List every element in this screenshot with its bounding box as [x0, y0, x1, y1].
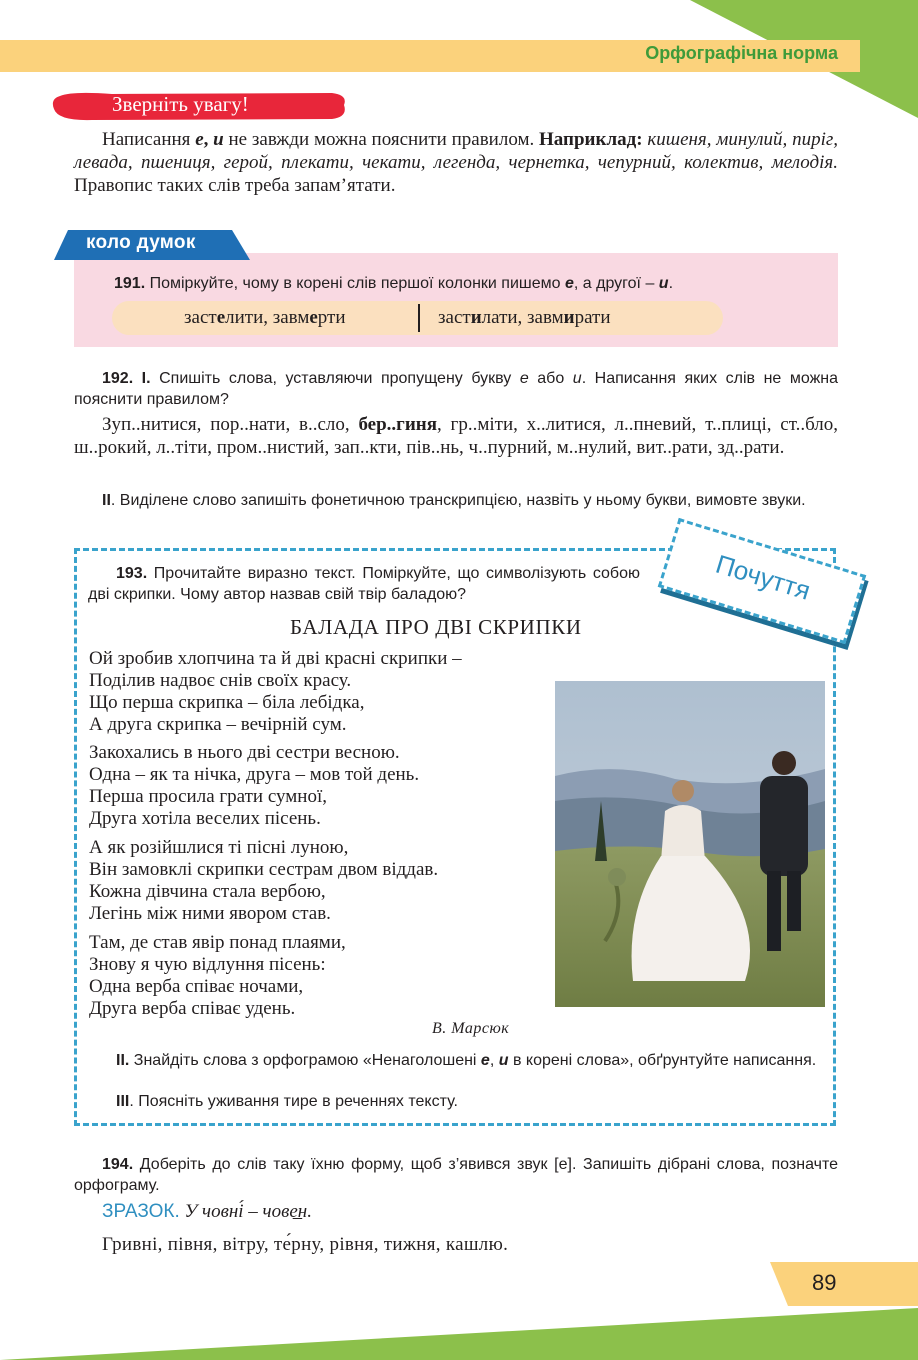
column-2-words: [438, 307, 611, 329]
highlighted-word: бер..гиня: [358, 414, 437, 435]
bottom-green-decoration: [0, 1300, 918, 1360]
task-194-sample: [102, 1201, 312, 1223]
attention-text-1: Написання: [102, 129, 196, 150]
attention-label: Зверніть увагу!: [112, 92, 249, 116]
poem-line: Ой зробив хлопчина та й дві красні скрипки –: [89, 648, 462, 669]
poem-line: Одна – як та нічка, друга – мов той день.: [89, 764, 420, 785]
task-194-instructions: [74, 1154, 838, 1196]
word-part: лати, завм: [481, 307, 564, 328]
task-193-part-3: [88, 1091, 822, 1112]
task-text: Доберіть до слів таку їхню форму, щоб з’явився звук [е]. Запишіть дібрані слова, позначте орфограму.: [74, 1156, 838, 1194]
poem-stanza-4: [89, 932, 346, 1020]
task-part-number: ІІ: [102, 492, 111, 509]
task-number: 194.: [102, 1156, 134, 1173]
letter-e: е: [564, 275, 574, 292]
poem-line: Одна верба співає ночами,: [89, 976, 304, 997]
poem-stanza-3: [89, 837, 438, 925]
kolo-dumok-label: коло думок: [86, 232, 196, 253]
highlight-letter: и: [470, 307, 482, 328]
sample-text: У човні́ – чове̲н.: [179, 1201, 312, 1222]
column-1-words: [184, 307, 346, 329]
poem-line: Поділив надвоє снів своїх красу.: [89, 670, 352, 691]
comma: ,: [489, 1052, 499, 1069]
task-number: 191.: [114, 275, 146, 292]
words-text: , гр..міти, х..литися, л..пневий, т..плиці, ст..бло, ш..рокий, л..тіти, пром..нистий, зап..кти, пів..нь, ч..пурний, м..нулий, вит..рати, зд..рати.: [74, 414, 838, 458]
word-part: рати: [574, 307, 611, 328]
attention-paragraph: [74, 128, 838, 197]
comma: ,: [203, 129, 214, 150]
wedding-couple-photo: [555, 681, 825, 1007]
poem-title: БАЛАДА ПРО ДВІ СКРИПКИ: [290, 615, 582, 639]
poem-line: Закохались в нього дві сестри весною.: [89, 742, 400, 763]
poem-line: Що перша скрипка – біла лебідка,: [89, 692, 365, 713]
attention-text-2: не завжди можна пояснити правилом.: [223, 129, 540, 150]
letter-y: и: [498, 1052, 509, 1069]
letter-y: и: [213, 129, 224, 150]
word-part: заст: [184, 307, 217, 328]
poem-line: Там, де став явір понад плаями,: [89, 932, 346, 953]
task-number: 192. І.: [102, 370, 151, 387]
attention-text-3: Правопис таких слів треба запам’ятати.: [74, 175, 396, 196]
task-text: , а другої –: [573, 275, 659, 292]
word-part: лити, завм: [225, 307, 310, 328]
word-part: рти: [317, 307, 346, 328]
example-label: Наприклад:: [539, 129, 643, 150]
letter-y: и: [572, 370, 582, 387]
task-text: Знайдіть слова з орфограмою «Ненаголошені: [129, 1052, 481, 1069]
word-part: заст: [438, 307, 471, 328]
poem-stanza-1: [89, 648, 462, 736]
poem-line: А друга скрипка – вечірній сум.: [89, 714, 347, 735]
pill-divider: [418, 304, 420, 332]
highlight-letter: е: [216, 307, 226, 328]
poem-line: Друга верба співає удень.: [89, 998, 296, 1019]
stamp-label: Почуття: [712, 548, 814, 606]
task-191: [114, 273, 814, 294]
letter-y: и: [658, 275, 669, 292]
poem-line: Легінь між ними явором став.: [89, 903, 331, 924]
task-text: Поміркуйте, чому в корені слів першої колонки пишемо: [145, 275, 565, 292]
poem-line: Перша просила грати сумної,: [89, 786, 327, 807]
poem-line: А як розійшлися ті пісні луною,: [89, 837, 349, 858]
letter-e: е: [195, 129, 204, 150]
highlight-letter: е: [309, 307, 318, 328]
poem-line: Друга хотіла веселих пісень.: [89, 808, 321, 829]
header-title: Орфографічна норма: [645, 43, 838, 63]
letter-e: е: [519, 370, 529, 387]
task-text: . Написання яких слів не можна пояснити правилом?: [74, 370, 838, 408]
task-text: .: [668, 275, 674, 292]
task-part-number: ІІ.: [116, 1052, 130, 1069]
task-192-part-2: [74, 490, 838, 511]
task-text: . Поясніть уживання тире в реченнях тексту.: [129, 1093, 458, 1110]
letter-e: е: [480, 1052, 490, 1069]
task-number: 193.: [116, 565, 148, 582]
task-part-number: ІІІ: [116, 1093, 130, 1110]
task-192-instructions: [74, 368, 838, 410]
task-193-instructions: [88, 563, 640, 605]
task-text: . Виділене слово запишіть фонетичною транскрипцією, назвіть у ньому букви, вимовте звуки.: [110, 492, 806, 509]
page-number: 89: [812, 1270, 837, 1295]
task-text: в корені слова», обґрунтуйте написання.: [508, 1052, 817, 1069]
poem-line: Кожна дівчина стала вербою,: [89, 881, 326, 902]
sample-label: ЗРАЗОК.: [102, 1201, 180, 1222]
task-194-words: Гривні, півня, вітру, те́рну, рівня, тижня, кашлю.: [102, 1234, 509, 1255]
example-words: кишеня, минулий, пиріг, левада, пшениця, герой, плекати, чекати, легенда, чернетка, чепурний, колектив, мелодія.: [74, 129, 839, 173]
poem-author: В. Марсюк: [432, 1020, 510, 1037]
poem-line: Знову я чую відлуння пісень:: [89, 954, 326, 975]
task-text: Прочитайте виразно текст. Поміркуйте, що символізують собою дві скрипки. Чому автор назвав свій твір баладою?: [88, 565, 640, 603]
poem-stanza-2: [89, 742, 419, 830]
highlight-letter: и: [563, 307, 575, 328]
task-text: Спишіть слова, уставляючи пропущену букву: [150, 370, 520, 387]
task-text: або: [528, 370, 573, 387]
words-text: Зуп..нитися, пор..нати, в..сло,: [102, 414, 359, 435]
task-193-part-2: [88, 1050, 822, 1071]
poem-line: Він замовклі скрипки сестрам двом віддав.: [89, 859, 439, 880]
task-192-words: [74, 413, 838, 459]
